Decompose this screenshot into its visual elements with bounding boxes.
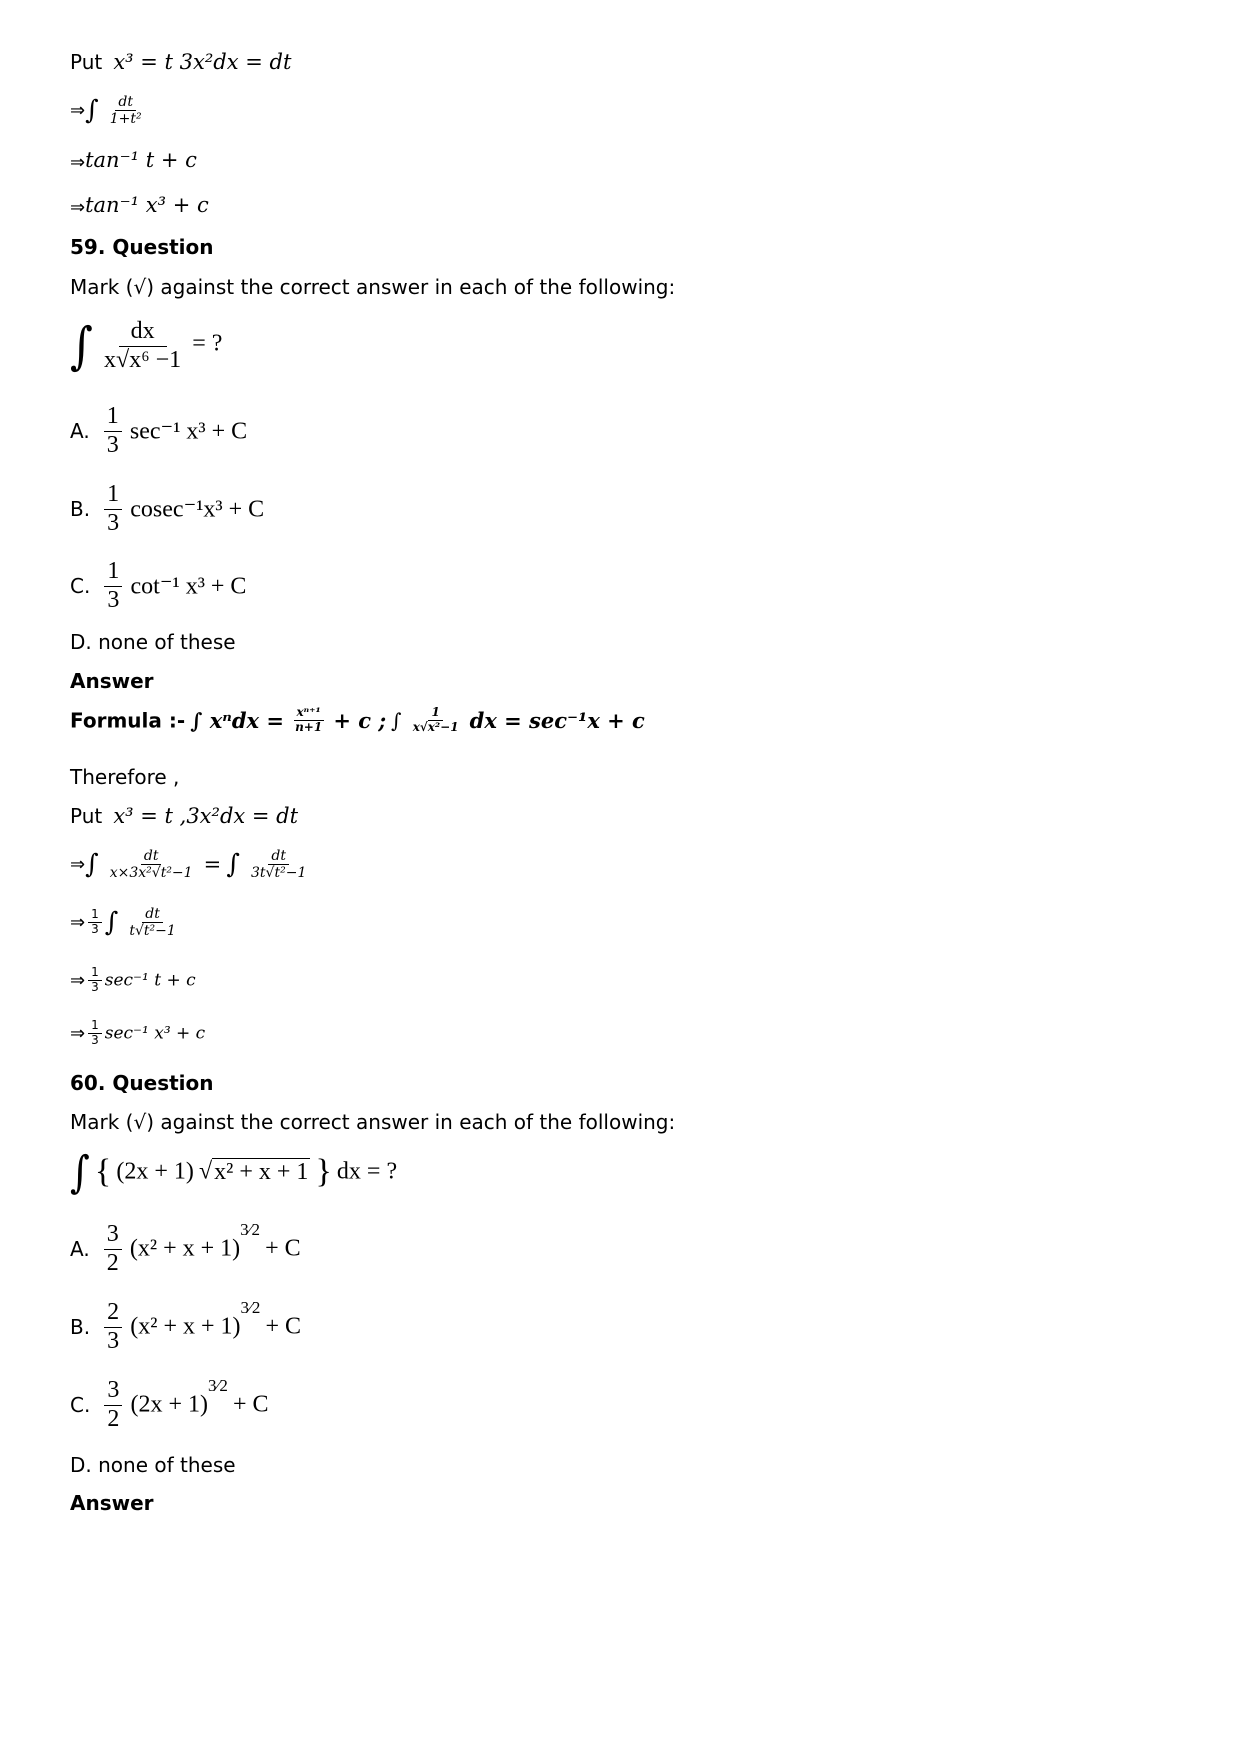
integral-sign: ∫	[85, 849, 99, 880]
implies-arrow: ⇒	[70, 854, 86, 876]
option-tail: + C	[265, 1313, 301, 1340]
step-expression: sec⁻¹ t + c	[104, 970, 196, 991]
option-label: C.	[70, 574, 91, 599]
question-60-integral: ∫ { (2x + 1) √x² + x + 1 } dx = ?	[70, 1146, 398, 1198]
q59-step-4	[70, 1019, 205, 1048]
integral-sign: ∫	[226, 849, 240, 880]
option-a[interactable]	[70, 1220, 301, 1277]
option-expression: cot⁻¹ x³ + C	[130, 573, 247, 600]
fraction: $\frac{dt}{\text{x×3x²√t²−1}}$	[109, 848, 193, 882]
option-label: B.	[70, 497, 91, 522]
coefficient: $\frac{1}{3}$	[88, 966, 102, 995]
implies-arrow: ⇒	[70, 1022, 86, 1044]
q58-step-2	[70, 148, 197, 173]
option-tail: + C	[265, 1235, 301, 1262]
integral-sign: ∫	[85, 95, 99, 126]
option-expression: cosec⁻¹x³ + C	[130, 496, 265, 523]
option-c[interactable]	[70, 1376, 269, 1433]
coefficient: $\frac{1}{3}$	[88, 1019, 102, 1048]
option-d[interactable]	[70, 1453, 236, 1477]
integral-sign: ∫	[104, 907, 119, 938]
option-base: (x² + x + 1)	[129, 1235, 241, 1262]
coefficient: $\frac{1}{3}$	[104, 481, 122, 537]
q59-step-1: ⇒∫ $\frac{dt}{\text{x×3x²√t²−1}}$ = ∫ $\frac{dt}{\text{3t√t²−1}}$	[70, 848, 312, 881]
option-base: (x² + x + 1)	[130, 1313, 241, 1340]
fraction: $\frac{1}{\text{x√x²−1}}$	[412, 705, 459, 734]
coefficient: $\frac{1}{3}$	[88, 908, 102, 937]
coefficient: $\frac{2}{3}$	[104, 1299, 122, 1355]
option-label: A.	[70, 419, 90, 444]
option-power: 3⁄2	[240, 1220, 260, 1239]
implies-arrow: ⇒	[70, 197, 86, 218]
put-label: Put	[70, 804, 103, 828]
integral-sign: ∫	[70, 1146, 90, 1198]
q59-step-3	[70, 966, 196, 995]
step-expression: sec⁻¹ x³ + c	[104, 1023, 206, 1044]
question-59-title: 59. Question	[70, 235, 214, 259]
fraction: $\frac{\text{xⁿ⁺¹}}{n+1}$	[295, 705, 323, 734]
option-c[interactable]	[70, 558, 246, 614]
option-expression: sec⁻¹ x³ + C	[129, 418, 248, 445]
q59-put-line	[70, 804, 298, 828]
q58-step-1	[70, 94, 148, 127]
step-expression: tan⁻¹ x³ + c	[85, 193, 209, 217]
coefficient: $\frac{3}{2}$	[104, 1221, 122, 1277]
formula-label: Formula :-	[70, 708, 186, 733]
implies-arrow: ⇒	[70, 912, 86, 934]
formula-part: + c ;	[333, 707, 387, 733]
put-label: Put	[70, 50, 103, 74]
radicand: x² + x + 1	[214, 1158, 309, 1185]
implies-arrow: ⇒	[70, 969, 86, 991]
sqrt-sign: √	[198, 1158, 213, 1185]
integral-factor: (2x + 1)	[116, 1158, 194, 1185]
put-expression: x³ = t 3x²dx = dt	[113, 50, 292, 74]
q58-step-3	[70, 193, 209, 218]
option-tail: + C	[232, 1391, 269, 1418]
question-59-integral	[70, 318, 222, 374]
coefficient: $\frac{1}{3}$	[104, 403, 122, 459]
coefficient: $\frac{3}{2}$	[104, 1377, 122, 1433]
integral-rhs: dx = ?	[336, 1158, 398, 1185]
implies-arrow: ⇒	[70, 152, 86, 173]
question-60-instruction: Mark (√) against the correct answer in each of the following:	[70, 1110, 676, 1134]
equals-question: = ?	[192, 330, 223, 357]
option-b[interactable]	[70, 481, 264, 537]
put-expression: x³ = t ,3x²dx = dt	[113, 804, 299, 828]
q59-step-2	[70, 906, 182, 939]
option-label: A.	[70, 1237, 90, 1262]
q58-put-line	[70, 50, 291, 74]
option-label: D.	[70, 630, 92, 654]
option-b[interactable]	[70, 1298, 301, 1355]
fraction: $\frac{dx}{\text{x√x⁶ −1}}$	[104, 318, 182, 373]
implies-arrow: ⇒	[70, 100, 86, 122]
answer-heading: Answer	[70, 669, 154, 693]
fraction: $\frac{dt}{\text{t√t²−1}}$	[129, 906, 176, 940]
therefore-text: Therefore ,	[70, 765, 180, 789]
option-label: D.	[70, 1453, 92, 1477]
integral-sign: ∫	[391, 708, 402, 733]
fraction: $\frac{dt}{\text{3t√t²−1}}$	[251, 848, 307, 882]
question-59-instruction: Mark (√) against the correct answer in each of the following:	[70, 275, 676, 299]
option-text: none of these	[98, 630, 236, 654]
formula-part: ∫ xⁿdx =	[190, 707, 284, 733]
coefficient: $\frac{1}{3}$	[104, 558, 122, 614]
question-60-title: 60. Question	[70, 1071, 214, 1095]
option-a[interactable]	[70, 403, 247, 459]
option-power: 3⁄2	[240, 1298, 261, 1317]
integral-sign: ∫	[70, 316, 93, 376]
answer-heading: Answer	[70, 1491, 154, 1515]
option-text: none of these	[98, 1453, 236, 1477]
option-d[interactable]	[70, 630, 236, 654]
formula-line	[70, 706, 645, 735]
formula-part: dx = sec⁻¹x + c	[469, 707, 645, 733]
option-base: (2x + 1)	[130, 1391, 209, 1418]
option-label: B.	[70, 1315, 91, 1340]
option-label: C.	[70, 1393, 91, 1418]
step-expression: tan⁻¹ t + c	[85, 148, 197, 172]
option-power: 3⁄2	[208, 1376, 228, 1395]
fraction: $\frac{dt}{\text{1+t²}}$	[109, 94, 142, 128]
